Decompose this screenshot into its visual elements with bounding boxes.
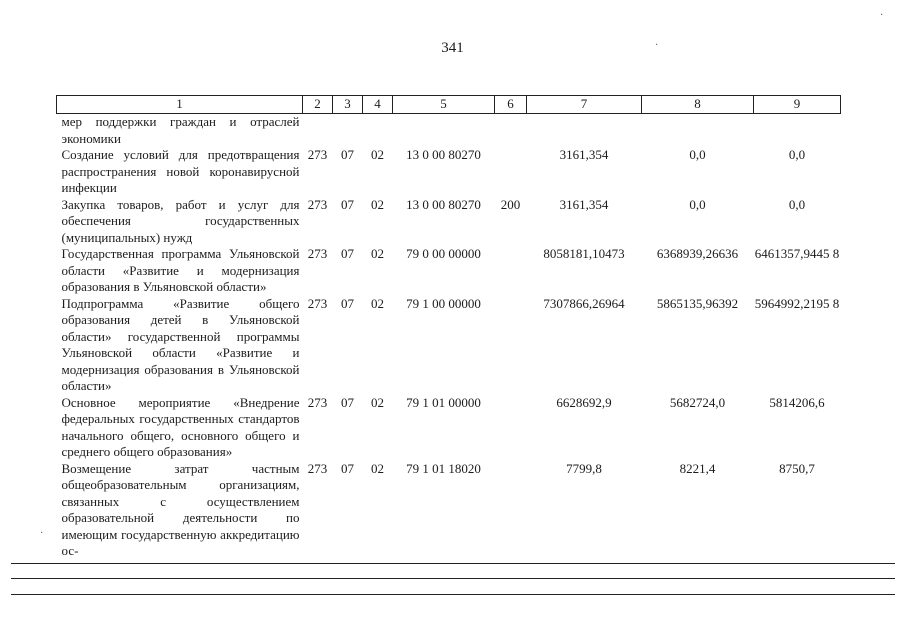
col-header-3: 3 <box>333 96 363 114</box>
scan-speck-icon: · <box>40 528 44 539</box>
cell-sum-8 <box>642 114 754 148</box>
cell-subsection: 02 <box>371 196 384 212</box>
cell-subsection: 02 <box>371 147 384 162</box>
cell-admin: 273 <box>307 147 328 162</box>
row-name: Закупка товаров, работ и услуг для обеспечения государственных (муниципальных) нужд <box>61 196 300 245</box>
cell-admin: 273 <box>307 460 328 476</box>
cell-admin: 273 <box>307 196 328 212</box>
cell-sum-7: 8058181,10473 <box>543 246 625 261</box>
table-row <box>57 246 841 296</box>
table-row <box>57 461 841 560</box>
cell-section: 07 <box>341 196 354 212</box>
col-header-6: 6 <box>495 96 527 114</box>
cell-sum-8: 8221,4 <box>679 460 716 476</box>
cell-subsection <box>363 114 393 148</box>
cell-target <box>393 114 495 148</box>
cell-sum-9: 6461357,9445 8 <box>754 246 840 261</box>
cell-type <box>495 246 527 296</box>
row-name: Основное мероприятие «Внедрение федеральных государственных стандартов начального общего, основного общего и среднего общего образования» <box>61 394 300 459</box>
cell-sum-7: 7307866,26964 <box>543 295 625 311</box>
cell-sum-7: 6628692,9 <box>556 394 612 410</box>
col-header-7: 7 <box>527 96 642 114</box>
cell-sum-9 <box>754 114 841 148</box>
cell-target: 13 0 00 80270 <box>406 196 481 212</box>
cell-target: 13 0 00 80270 <box>406 147 481 162</box>
cell-type <box>495 114 527 148</box>
cell-sum-9: 0,0 <box>788 196 806 212</box>
cell-sum-9: 5964992,2195 8 <box>754 295 840 311</box>
page-rule <box>11 563 895 564</box>
row-name: Подпрограмма «Развитие общего образования детей в Ульяновской области» государственной программы Ульяновской области «Развитие и модернизация образования в Ульяновской области» <box>61 295 300 393</box>
table-row <box>57 395 841 461</box>
page-number: 341 <box>441 40 464 56</box>
cell-section: 07 <box>341 460 354 476</box>
cell-type <box>495 461 527 560</box>
cell-target: 79 1 01 00000 <box>406 394 481 410</box>
cell-sum-8: 0,0 <box>689 147 706 162</box>
cell-target: 79 1 01 18020 <box>406 460 481 476</box>
cell-admin: 273 <box>307 246 328 261</box>
cell-sum-8: 0,0 <box>689 196 706 212</box>
col-header-4: 4 <box>363 96 393 114</box>
cell-sum-7: 3161,354 <box>559 196 609 212</box>
table-row <box>57 296 841 395</box>
cell-section: 07 <box>341 295 354 311</box>
cell-target: 79 1 00 00000 <box>406 295 481 311</box>
col-header-5: 5 <box>393 96 495 114</box>
header-row <box>57 96 841 114</box>
scan-speck-icon: · <box>880 10 884 21</box>
col-header-2: 2 <box>303 96 333 114</box>
page-rule <box>11 594 895 595</box>
cell-subsection: 02 <box>371 460 384 476</box>
budget-table <box>56 95 841 560</box>
cell-subsection: 02 <box>371 246 384 261</box>
cell-type <box>495 395 527 461</box>
cell-admin: 273 <box>307 394 328 410</box>
cell-sum-7: 7799,8 <box>566 460 602 476</box>
cell-section: 07 <box>341 147 354 162</box>
cell-sum-9: 8750,7 <box>779 460 815 476</box>
cell-section: 07 <box>341 246 354 261</box>
cell-sum-9: 0,0 <box>788 147 806 162</box>
table-row <box>57 114 841 148</box>
row-name: Государственная программа Ульяновской области «Развитие и модернизация образования в Ульяновской области» <box>61 246 300 294</box>
cell-admin <box>303 114 333 148</box>
cell-type <box>495 147 527 197</box>
table-row <box>57 147 841 197</box>
cell-type <box>495 296 527 395</box>
cell-section <box>333 114 363 148</box>
cell-subsection: 02 <box>371 394 384 410</box>
row-name: мер поддержки граждан и отраслей экономики <box>61 114 300 146</box>
scan-speck-icon: · <box>655 40 659 51</box>
cell-admin: 273 <box>307 295 328 311</box>
row-name: Возмещение затрат частным общеобразовательным организациям, связанных с осуществлением образовательной деятельности по имеющим государственную аккредитацию ос- <box>61 460 300 558</box>
cell-sum-9: 5814206,6 <box>769 394 825 410</box>
col-header-8: 8 <box>642 96 754 114</box>
cell-sum-8: 5865135,96392 <box>656 295 739 311</box>
table-row <box>57 197 841 247</box>
col-header-9: 9 <box>754 96 841 114</box>
cell-sum-7: 3161,354 <box>559 147 609 162</box>
cell-target: 79 0 00 00000 <box>406 246 481 261</box>
cell-section: 07 <box>341 394 354 410</box>
row-name: Создание условий для предотвращения распространения новой коронавирусной инфекции <box>61 147 300 195</box>
page-rule <box>11 578 895 579</box>
cell-subsection: 02 <box>371 295 384 311</box>
cell-sum-8: 6368939,26636 <box>656 246 739 261</box>
col-header-1: 1 <box>57 96 303 114</box>
cell-sum-8: 5682724,0 <box>669 394 726 410</box>
cell-type: 200 <box>500 196 521 212</box>
cell-sum-7 <box>527 114 642 148</box>
